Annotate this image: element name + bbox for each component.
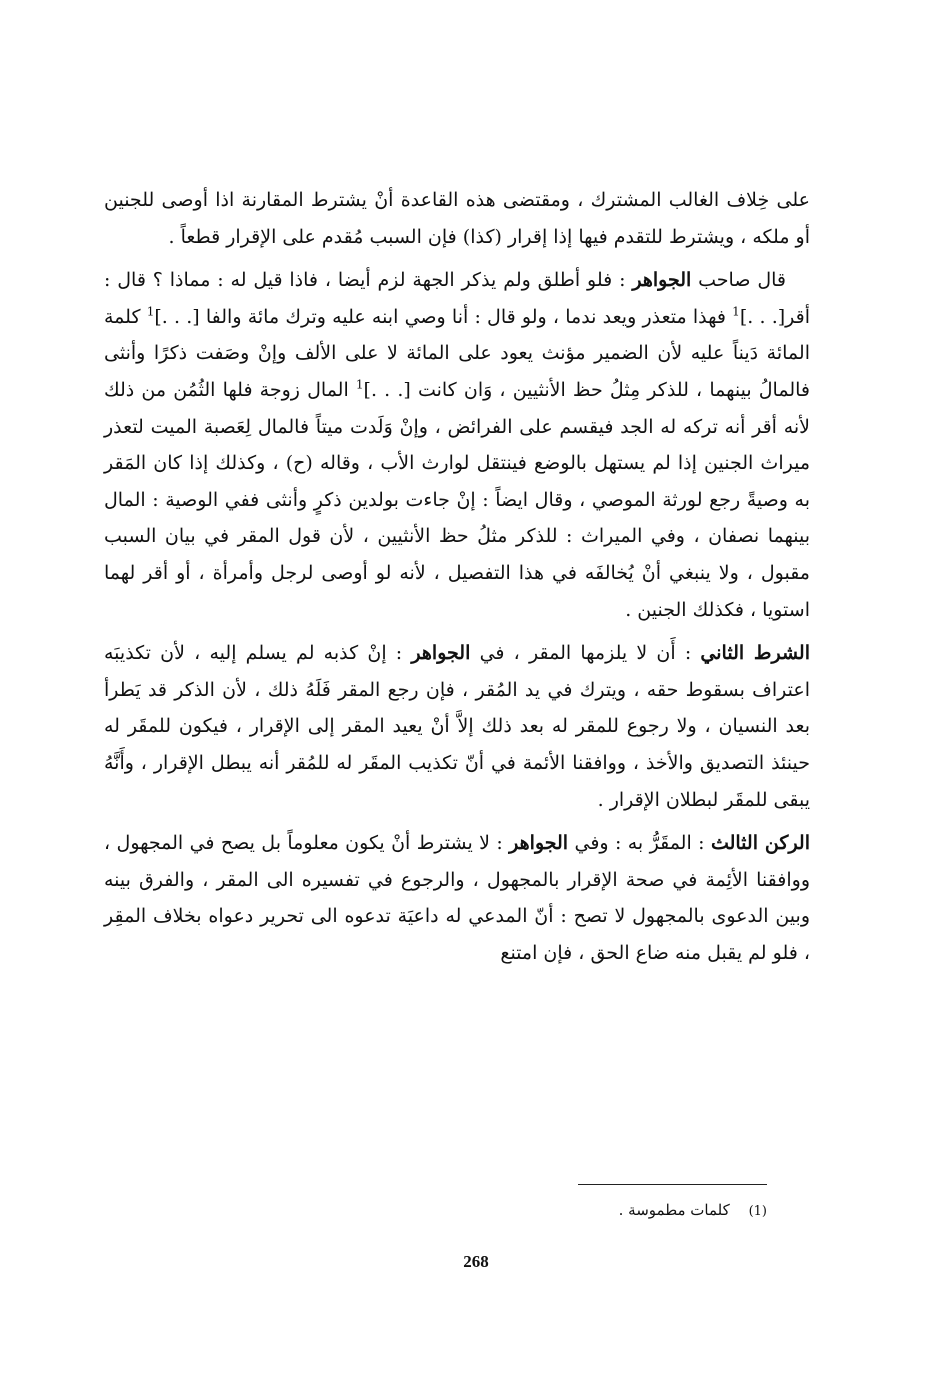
paragraph-3-term-jawahir: الجواهر <box>411 642 471 665</box>
paragraph-1 <box>104 182 810 255</box>
paragraph-4-heading: الركن الثالث <box>710 832 810 855</box>
footnote-marker: 1 <box>355 377 364 392</box>
footnote-marker: 1 <box>732 304 740 319</box>
paragraph-2 <box>104 262 810 628</box>
paragraph-2-term-jawahir: الجواهر <box>632 269 692 292</box>
paragraph-2-lead: قال صاحب <box>698 269 786 292</box>
paragraph-3-segment-1: : أَن لا يلزمها المقر ، في <box>479 642 692 665</box>
paragraph-3 <box>104 635 810 818</box>
paragraph-4-segment-2: : لا يشترط أنْ يكون معلوماً بل يصح في المجهول ، ووافقنا الأئِمة في صحة الإقرار بالمجهول ، والرجوع في تفسيره الى المقر ، والفرق بينه وبين الدعوى بالمجهول لا تصح : أنّ المدعي له داعيَة تدعوه الى تحرير دعواه بخلاف المقِر ، فلو لم يقبل منه ضاع الحق ، فإن امتنع <box>104 832 810 964</box>
paragraph-2-segment-2: فهذا متعذر ويعد ندما ، ولو قال : أنا وصي ابنه عليه وترك مائة والفا [. . .] <box>154 305 733 328</box>
paragraph-4-segment-1: : المقَرُّ به : وفي <box>574 832 705 855</box>
footnote-number: (1) <box>748 1204 767 1219</box>
paragraph-2-segment-1: : فلو أطلق ولم يذكر الجهة لزم أيضا ، فاذا قيل له : مماذا ؟ قال : أقر[. . .] <box>104 269 810 328</box>
paragraph-4-term-jawahir: الجواهر <box>509 832 569 855</box>
paragraph-2-segment-4: المال زوجة فلها الثُمُن من ذلك لأنه أقر أنه تركه له الجد فيقسم على الفرائض ، وإنْ وَلَدت ميتاً فالمال لِعَصبة الميت لتعذر ميراث الجنين إذا لم يستهل بالوضع فينتقل لوارث الأب ، وقاله (ح) ، وكذلك إذا كان المَقر به وصيةً رجع لورثة الموصي ، وقال ايضاً : إنْ جاءت بولدين ذكرٍ وأنثى ففي الوصية : المال بينهما نصفان ، وفي الميراث : للذكر مثلُ حظ الأنثيين ، لأن قول المقر في بيان السبب مقبول ، ولا ينبغي أنْ يُخالفَه في هذا التفصيل ، لأنه لو أوصى لرجل وأمرأة ، أو أقر لهما استويا ، فكذلك الجنين . <box>104 378 810 621</box>
paragraph-4 <box>104 825 810 971</box>
footnote-text: كلمات مطموسة . <box>618 1201 730 1219</box>
paragraph-1-text: على خِلاف الغالب المشترك ، ومقتضى هذه القاعدة أنْ يشترط المقارنة اذا أوصى للجنين أو ملكه ، ويشترط للتقدم فيها إذا إقرار (كذا) فإن السبب مُقدم على الإقرار قطعاً . <box>104 189 810 248</box>
page-number: 268 <box>463 1252 489 1271</box>
main-text-body <box>104 182 810 978</box>
footnote-marker: 1 <box>146 304 155 319</box>
footnote <box>500 1199 767 1223</box>
paragraph-3-segment-2: : إنْ كذبه لم يسلم إليه ، لأن تكذيبَه اعتراف بسقوط حقه ، ويترك في يد المُقر ، فإن رجع المقر فَلَهُ ذلك ، لأن الذكر قد يَطرأ بعد النسيان ، ولا رجوع للمقر له بعد ذلك إلاَّ أنْ يعيد المقر إلى الإقرار ، فيكون للمقَر له حينئذ التصديق والأخذ ، ووافقنا الأئمة في أنّ تكذيب المقَر له للمُقر أنه يبطل الإقرار ، وأَنَّهُ يبقى للمقَر لبطلان الإقرار . <box>104 642 810 811</box>
footnote-divider <box>578 1184 767 1185</box>
paragraph-2-segment-3: كلمة المائة دَيناً عليه لأن الضمير مؤنث يعود على المائة لا على الألف وإنْ وصَفت ذكرًا وأنثى فالمالُ بينهما ، للذكر مِثلُ حظ الأنثيين ، وَان كانت [. . .] <box>104 305 810 401</box>
paragraph-3-heading: الشرط الثاني <box>700 642 810 665</box>
